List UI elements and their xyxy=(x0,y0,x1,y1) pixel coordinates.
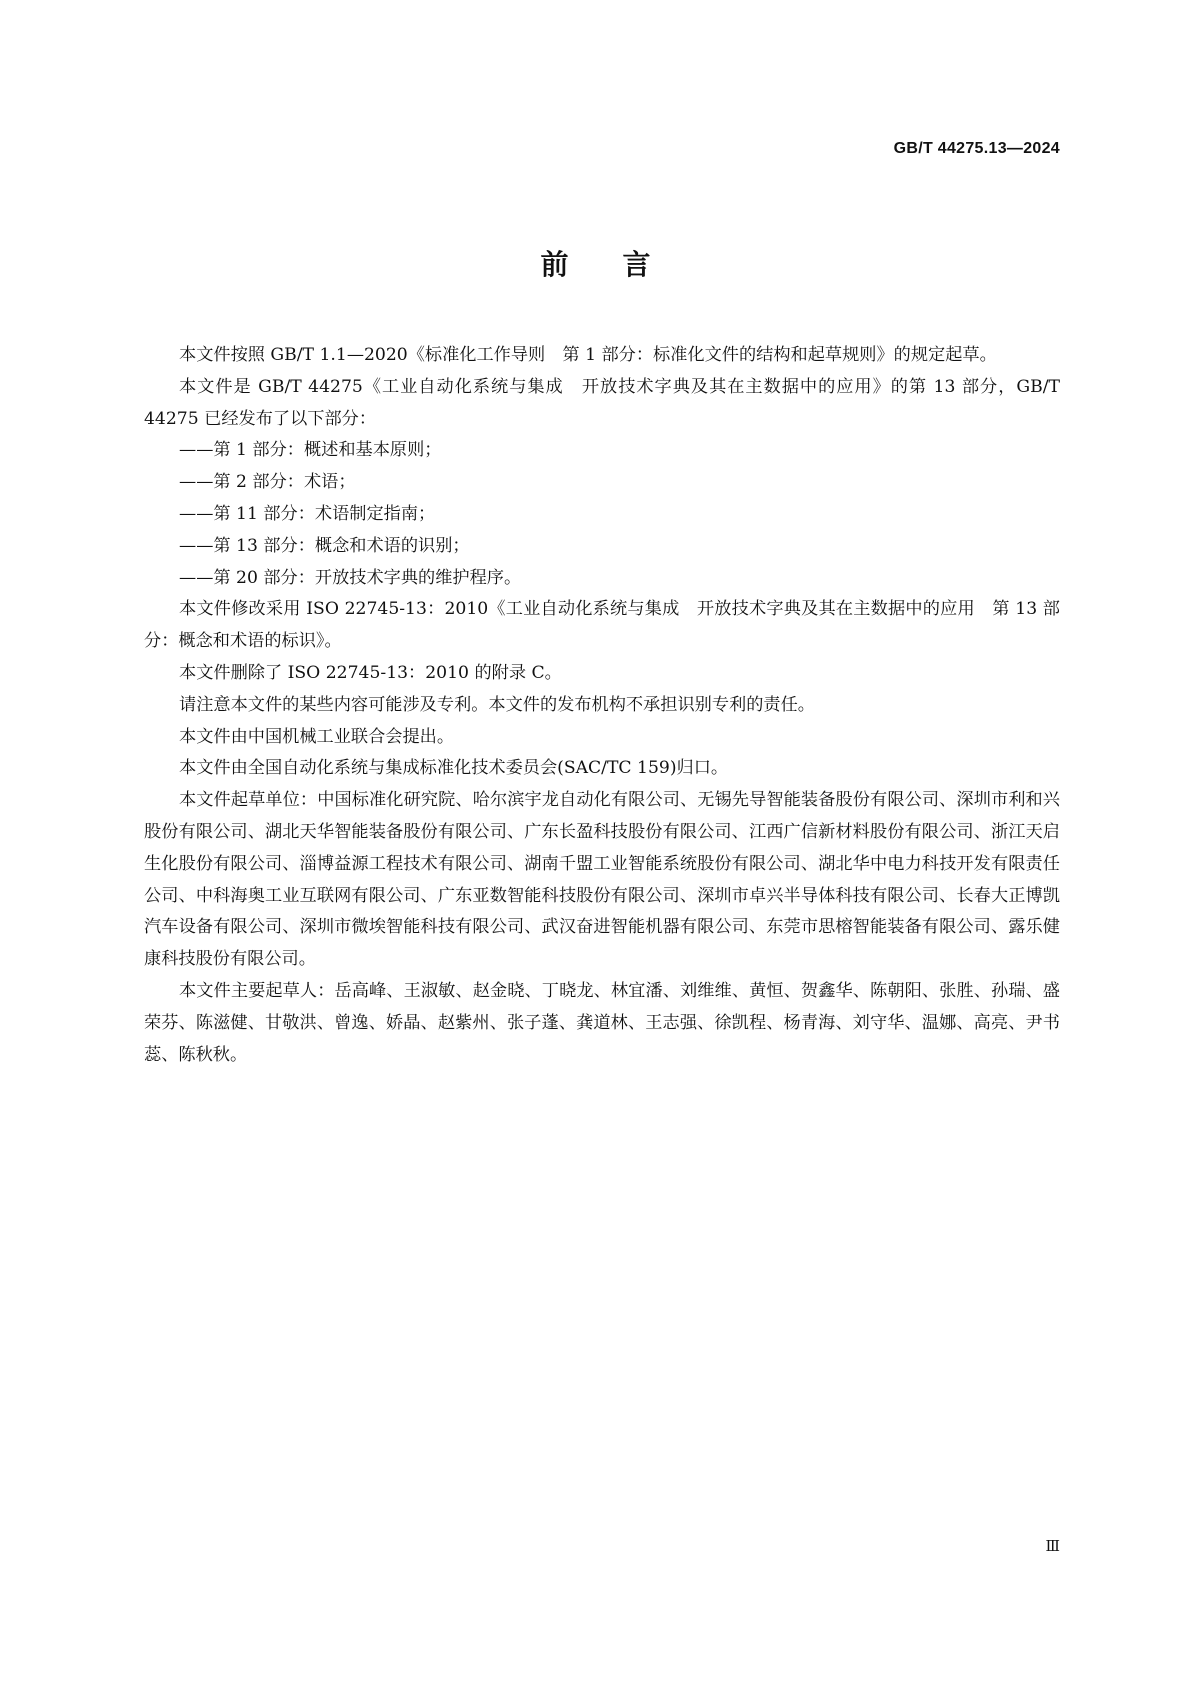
list-item-part-2: ——第 2 部分：术语； xyxy=(179,472,356,493)
paragraph-deletion: 本文件删除了 ISO 22745-13：2010 的附录 C。 xyxy=(179,662,562,683)
paragraph-proposer: 本文件由中国机械工业联合会提出。 xyxy=(179,726,455,747)
paragraph-drafting-units: 本文件起草单位：中国标准化研究院、哈尔滨宇龙自动化有限公司、无锡先导智能装备股份有限公司、深圳市利和兴股份有限公司、湖北天华智能装备股份有限公司、广东长盈科技股份有限公司、江西广信新材料股份有限公司、浙江天启生化股份有限公司、淄博益源工程技术有限公司、湖南千盟工业智能系统股份有限公司、湖北华中电力科技开发有限责任公司、中科海奥工业互联网有限公司、广东亚数智能科技股份有限公司、深圳市卓兴半导体科技有限公司、长春大正博凯汽车设备有限公司、深圳市微埃智能科技有限公司、武汉奋进智能机器有限公司、东莞市思榕智能装备有限公司、露乐健康科技股份有限公司。 xyxy=(144,790,1060,970)
foreword-body xyxy=(144,340,1060,1071)
list-item-part-1: ——第 1 部分：概述和基本原则； xyxy=(179,440,442,461)
paragraph-drafters: 本文件主要起草人：岳高峰、王淑敏、赵金晓、丁晓龙、林宜潘、刘维维、黄恒、贺鑫华、陈朝阳、张胜、孙瑞、盛荣芬、陈滋健、甘敬洪、曾逸、娇晶、赵紫州、张子蓬、龚道林、王志强、徐凯程、杨青海、刘守华、温娜、高亮、尹书蕊、陈秋秋。 xyxy=(144,980,1060,1065)
paragraph-part-intro: 本文件是 GB/T 44275《工业自动化系统与集成 开放技术字典及其在主数据中的应用》的第 13 部分，GB/T 44275 已经发布了以下部分： xyxy=(144,376,1060,429)
list-item-part-13: ——第 13 部分：概念和术语的识别； xyxy=(179,535,470,556)
paragraph-patent-notice: 请注意本文件的某些内容可能涉及专利。本文件的发布机构不承担识别专利的责任。 xyxy=(179,694,815,715)
paragraph-drafting-basis: 本文件按照 GB/T 1.1—2020《标准化工作导则 第 1 部分：标准化文件的结构和起草规则》的规定起草。 xyxy=(179,345,997,365)
list-item-part-11: ——第 11 部分：术语制定指南； xyxy=(179,503,436,524)
page-number: Ⅲ xyxy=(1045,1537,1060,1555)
standard-code: GB/T 44275.13—2024 xyxy=(893,140,1060,157)
list-item-part-20: ——第 20 部分：开放技术字典的维护程序。 xyxy=(179,567,522,588)
page-title: 前言 xyxy=(540,248,705,281)
paragraph-committee: 本文件由全国自动化系统与集成标准化技术委员会(SAC/TC 159)归口。 xyxy=(179,758,729,779)
paragraph-adoption: 本文件修改采用 ISO 22745-13：2010《工业自动化系统与集成 开放技术字典及其在主数据中的应用 第 13 部分：概念和术语的标识》。 xyxy=(144,599,1060,652)
